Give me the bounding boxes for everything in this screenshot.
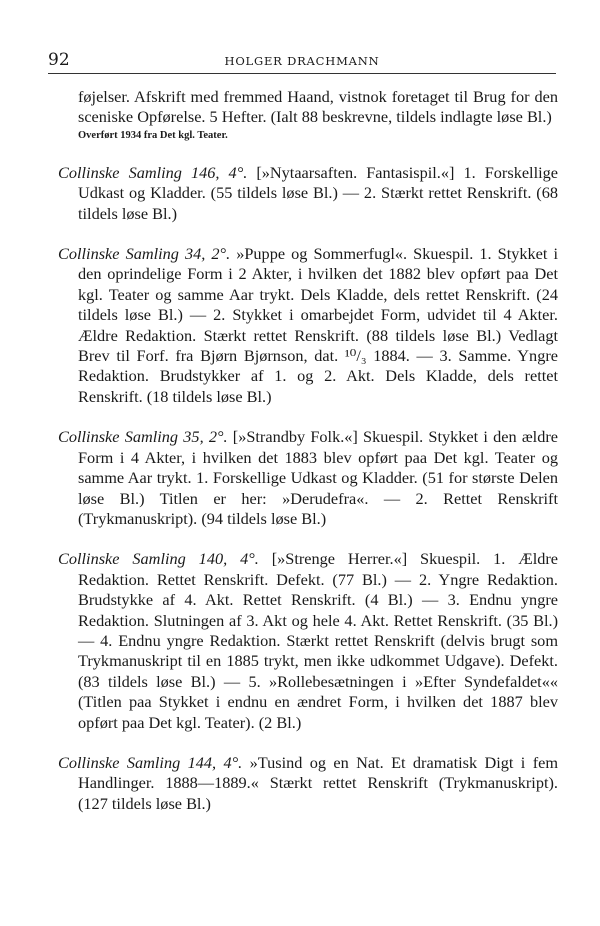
catalog-entry: [58, 753, 558, 814]
header-rule: [48, 73, 556, 74]
catalog-entry: [58, 427, 558, 529]
page-number: 92: [48, 50, 70, 70]
entry-reference: Collinske Samling 146, 4°.: [58, 162, 248, 182]
entry-description: »Puppe og Sommerfugl«. Skuespil. 1. Stykket i den oprindelige Form i 2 Akter, i hvilken det 1882 blev opført paa Det kgl. Teater og samme Aar trykt. Dels Kladde, dels rettet Renskrift. (24 tildels løse Bl.) — 2. Stykket i omarbejdet Form, udvidet til 4 Akter. Ældre Redaktion. Stærkt rettet Renskrift. (88 tildels løse Bl.) Vedlagt Brev til Forf. fra Bjørn Bjørnson, dat. ¹⁰/₃ 1884. — 3. Samme. Yngre Redaktion. Brudstykker af 1. og 2. Akt. Dels Kladde, dels rettet Renskrift. (18 tildels løse Bl.): [78, 244, 559, 406]
page-header: [48, 50, 556, 72]
catalog-entry: [58, 244, 558, 407]
catalog-entry: [58, 163, 558, 224]
running-head: HOLGER DRACHMANN: [224, 54, 380, 68]
entry-description: [»Nytaarsaften. Fantasispil.«] 1. Forskellige Udkast og Kladder. (55 tildels løse Bl.) — 2. Stærkt rettet Renskrift. (68 tildels løse Bl.): [78, 162, 558, 223]
catalog-entry: [58, 549, 558, 733]
entry-reference: Collinske Samling 35, 2°.: [58, 427, 228, 447]
entry-description: [»Strenge Herrer.«] Skuespil. 1. Ældre Redaktion. Rettet Renskrift. Defekt. (77 Bl.) — 2. Yngre Redaktion. Brudstykke af 4. Akt. Rettet Renskrift. (4 Bl.) — 3. Endnu yngre Redaktion. Slutningen af 3. Akt og hele 4. Akt. Rettet Renskrift. (35 Bl.) — 4. Endnu yngre Redaktion. Stærkt rettet Renskrift (delvis brugt som Trykmanuskript til en 1885 trykt, men ikke udkommet Udgave). Defekt. (83 tildels løse Bl.) — 5. »Rollebesætningen i »Efter Syndefaldet«« (Titlen paa Stykket i endnu en ændret Form, i hvilken det 1887 blev opført paa Det kgl. Teater). (2 Bl.): [78, 549, 559, 732]
entry-reference: Collinske Samling 144, 4°.: [58, 752, 243, 772]
page-body: [58, 87, 558, 834]
provenance-note: Overført 1934 fra Det kgl. Teater.: [78, 129, 228, 141]
entry-reference: Collinske Samling 140, 4°.: [58, 549, 259, 569]
entry-description: [»Strandby Folk.«] Skuespil. Stykket i den ældre Form i 4 Akter, i hvilken det 1883 blev opført paa Det kgl. Teater og samme Aar trykt. 1. Forskellige Udkast og Kladder. (51 for største Delen løse Bl.) Titlen er her: »Derudefra«. — 2. Rettet Renskrift (Trykmanuskript). (94 tildels løse Bl.): [78, 427, 558, 528]
continued-entry-text: føjelser. Afskrift med fremmed Haand, vistnok foretaget til Brug for den sceniske Opførelse. 5 Hefter. (Ialt 88 beskrevne, tildels indlagte løse Bl.): [78, 87, 558, 127]
entry-reference: Collinske Samling 34, 2°.: [58, 244, 231, 264]
entry-description: »Tusind og en Nat. Et dramatisk Digt i fem Handlinger. 1888—1889.« Stærkt rettet Renskrift (Trykmanuskript). (127 tildels løse Bl.): [78, 752, 559, 813]
